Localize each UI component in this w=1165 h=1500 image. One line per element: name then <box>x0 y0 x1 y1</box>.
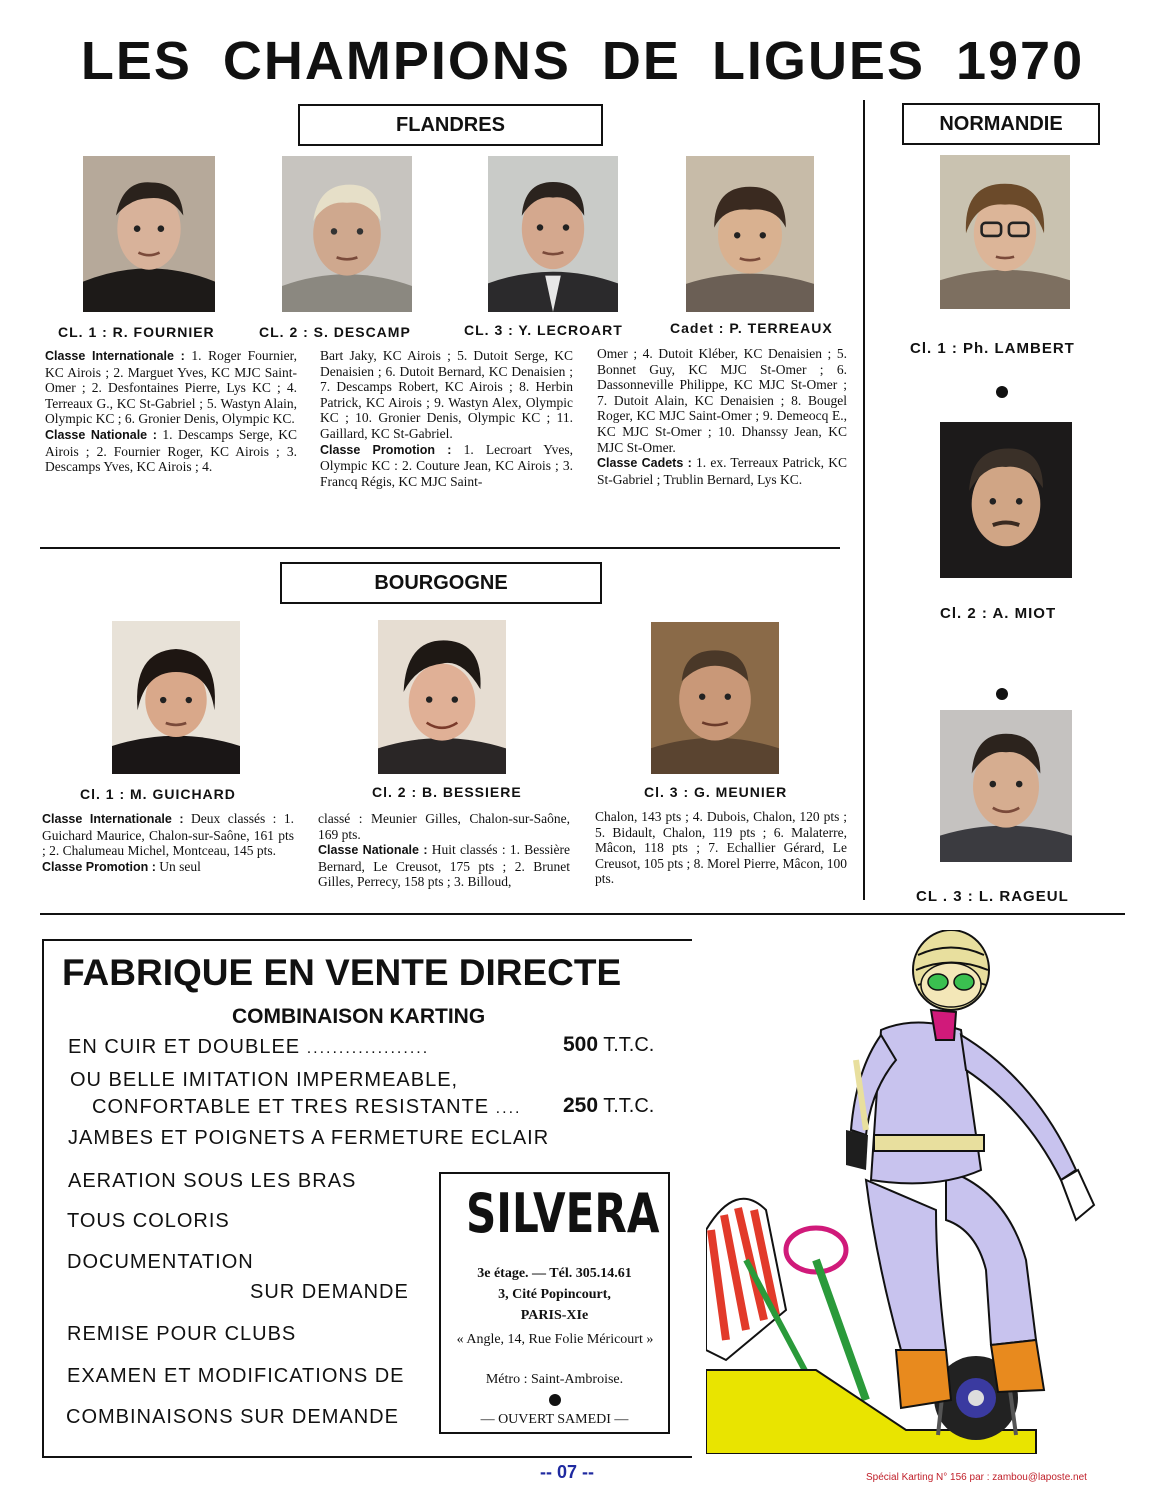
silvera-brand: SILVERA <box>465 1182 660 1245</box>
portrait-terreaux <box>686 156 814 312</box>
label: Classe Promotion : <box>320 442 452 457</box>
text: Bart Jaky, KC Airois ; 5. Dutoit Serge, KC Denaisien ; 6. Dutoit Bernard, KC Denaisien ; 7. Descamps Robert, KC Airois ; 8. Herbin Patrick, KC Airois ; 9. Wastyn Alex, Olympic KC ; 10. Gronier Denis, Olympic KC ; 11. Gaillard, KC St-Gabriel. <box>320 348 573 441</box>
bullet-dot <box>996 386 1008 398</box>
silvera-addr-4: « Angle, 14, Rue Folie Méricourt » <box>456 1332 654 1347</box>
caption-normandie-1: Cl. 1 : Ph. LAMBERT <box>910 340 1075 357</box>
ad-line-cuir <box>68 1036 429 1059</box>
bourgogne-heading: BOURGOGNE <box>280 562 602 604</box>
text: Chalon, 143 pts ; 4. Dubois, Chalon, 120 pts ; 5. Bidault, Chalon, 119 pts ; 6. Malaterre, Mâcon, 118 pts ; 7. Echallier Gérard, Le Creusot, 105 pts ; 8. Morel Pierre, Mâcon, 100 pts. <box>595 809 847 887</box>
text: Huit classés : 1. Bessière Bernard, Le Creusot, 175 pts ; 2. Brunet Gilles, Perrecy, 158 pts ; 3. Billoud, <box>318 842 570 890</box>
silvera-addr-6: — OUVERT SAMEDI — <box>480 1412 629 1427</box>
silvera-addr-1: 3e étage. — Tél. 305.14.61 <box>477 1266 632 1281</box>
normandie-heading: NORMANDIE <box>902 103 1100 145</box>
price-value: 250 <box>563 1094 599 1117</box>
label: Classe Nationale : <box>318 843 428 858</box>
text: Deux classés : 1. Guichard Maurice, Chalon-sur-Saône, 161 pts ; 2. Chalumeau Michel, Montceau, 145 pts. <box>42 811 294 859</box>
caption-normandie-3: CL . 3 : L. RAGEUL <box>916 888 1069 905</box>
bullet-dot <box>996 688 1008 700</box>
label: Classe Promotion : <box>42 859 156 874</box>
text: 1. Roger Fournier, KC Airois ; 2. Marguet Yves, KC MJC Saint-Omer ; 2. Desfontaines Pierre, Lys KC ; 4. Terreaux G., KC St-Gabriel ; 5. Wastyn Alain, Olympic KC ; 6. Gronier Denis, Olympic KC. <box>45 348 297 427</box>
price-unit: T.T.C. <box>603 1095 655 1117</box>
flandres-text-col-2 <box>320 348 573 489</box>
bourgogne-text-col-1 <box>42 811 294 875</box>
caption-flandres-1: CL. 1 : R. FOURNIER <box>58 324 215 340</box>
flandres-text-col-3 <box>597 346 847 487</box>
caption-flandres-2: CL. 2 : S. DESCAMP <box>259 324 411 340</box>
caption-flandres-4: Cadet : P. TERREAUX <box>670 320 833 336</box>
ad-line-jambes: JAMBES ET POIGNETS A FERMETURE ECLAIR <box>68 1127 550 1149</box>
page-number: -- 07 -- <box>540 1462 594 1482</box>
price-unit: T.T.C. <box>603 1034 655 1056</box>
results-ad-divider <box>40 913 1125 915</box>
vertical-divider <box>863 100 865 900</box>
text: CONFORTABLE ET TRES RESISTANTE <box>92 1096 490 1118</box>
portrait-guichard <box>112 621 240 774</box>
ad-line-aeration: AERATION SOUS LES BRAS <box>68 1170 357 1192</box>
ad-line-imitation: OU BELLE IMITATION IMPERMEABLE, <box>70 1069 459 1091</box>
portrait-descamp <box>282 156 412 312</box>
caption-normandie-2: Cl. 2 : A. MIOT <box>940 605 1057 622</box>
caption-flandres-3: CL. 3 : Y. LECROART <box>464 322 623 338</box>
ad-subhead: COMBINAISON KARTING <box>232 1005 486 1028</box>
flandres-heading: FLANDRES <box>298 104 603 146</box>
flandres-text-col-1 <box>45 348 297 475</box>
text: 1. Lecroart Yves, Olympic KC : 2. Couture Jean, KC Airois ; 3. Francq Régis, KC MJC Saint- <box>320 441 573 489</box>
dots: ................... <box>306 1040 430 1057</box>
page-title: LES CHAMPIONS DE LIGUES 1970 <box>80 31 1085 91</box>
footer-credit: Spécial Karting N° 156 par : zambou@laposte.net <box>866 1472 1087 1483</box>
ad-line-coloris: TOUS COLORIS <box>67 1210 230 1232</box>
price-value: 500 <box>563 1033 599 1056</box>
portrait-bessiere <box>378 620 506 774</box>
ad-line-examen: EXAMEN ET MODIFICATIONS DE <box>67 1365 405 1387</box>
text: Omer ; 4. Dutoit Kléber, KC Denaisien ; 5. Bonnet Guy, KC MJC St-Omer ; 6. Dassonneville Philippe, KC MJC St-Omer ; 7. Dutoit Alain, KC Denaisien ; 8. Bougel Roger, KC MJC Saint-Omer ; 9. Demeocq E., KC MJC St-Omer ; 10. Dhanssy Jean, KC MJC St-Omer. <box>597 346 847 455</box>
ad-line-documentation: DOCUMENTATION <box>67 1251 254 1273</box>
price-cuir <box>563 1033 654 1057</box>
caption-bourgogne-3: Cl. 3 : G. MEUNIER <box>644 784 788 800</box>
bourgogne-text-col-3 <box>595 809 847 887</box>
ad-line-confortable <box>92 1096 521 1119</box>
portrait-meunier <box>651 622 779 774</box>
ad-line-sur-demande: SUR DEMANDE <box>250 1281 409 1303</box>
portrait-lecroart <box>488 156 618 312</box>
ad-line-remise: REMISE POUR CLUBS <box>67 1323 297 1345</box>
kart-driver-illustration <box>706 930 1122 1454</box>
silvera-addr-2: 3, Cité Popincourt, <box>498 1287 611 1302</box>
text: Un seul <box>155 858 201 874</box>
label: Classe Internationale : <box>42 812 184 826</box>
portrait-rageul <box>940 710 1072 862</box>
portrait-miot <box>940 422 1072 578</box>
text: classé : Meunier Gilles, Chalon-sur-Saône, 169 pts. <box>318 811 570 842</box>
portrait-lambert <box>940 155 1070 309</box>
label: Classe Internationale : <box>45 349 185 363</box>
dots: .... <box>495 1100 522 1117</box>
ad-headline: FABRIQUE EN VENTE DIRECTE <box>62 952 622 993</box>
label: Classe Cadets : <box>597 456 692 471</box>
text: 1. Descamps Serge, KC Airois ; 2. Fournier Roger, KC Airois ; 3. Descamps Yves, KC Airois ; 4. <box>45 426 297 475</box>
silvera-addr-5: Métro : Saint-Ambroise. <box>485 1372 624 1387</box>
text: 1. ex. Terreaux Patrick, KC St-Gabriel ; Trublin Bernard, Lys KC. <box>597 455 847 487</box>
silvera-addr-3: PARIS-XIe <box>520 1308 589 1323</box>
flandres-bourgogne-divider <box>40 547 840 549</box>
silvera-box <box>439 1172 670 1434</box>
ad-line-combinaisons: COMBINAISONS SUR DEMANDE <box>66 1406 399 1428</box>
bourgogne-text-col-2 <box>318 811 570 890</box>
text: EN CUIR ET DOUBLEE <box>68 1036 301 1058</box>
caption-bourgogne-1: Cl. 1 : M. GUICHARD <box>80 786 236 802</box>
portrait-fournier <box>83 156 215 312</box>
caption-bourgogne-2: Cl. 2 : B. BESSIERE <box>372 784 522 800</box>
bullet-dot <box>549 1394 561 1406</box>
label: Classe Nationale : <box>45 427 157 442</box>
price-imitation <box>563 1094 654 1118</box>
